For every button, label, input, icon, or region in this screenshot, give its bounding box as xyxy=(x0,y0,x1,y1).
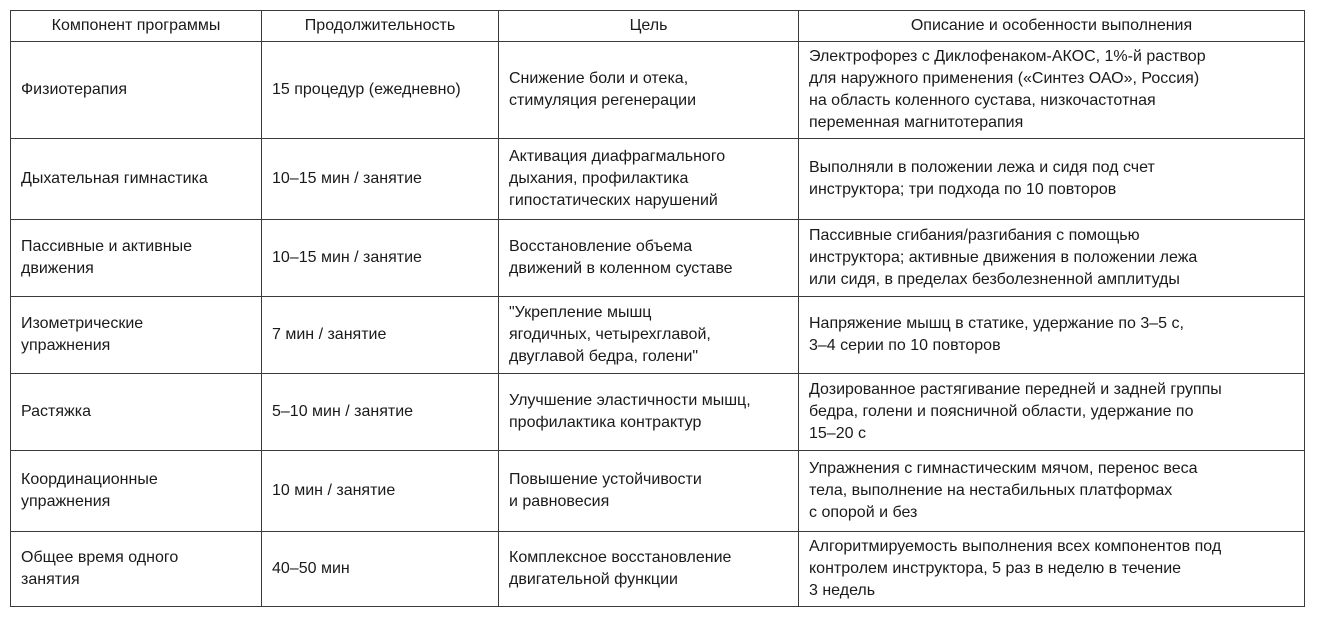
cell-description-text: Напряжение мышц в статике, удержание по 3–5 с, 3–4 серии по 10 повторов xyxy=(809,315,1184,354)
cell-description xyxy=(799,374,1305,451)
cell-goal xyxy=(499,451,799,532)
cell-component xyxy=(11,297,262,374)
cell-description-text: Упражнения с гимнастическим мячом, перенос веса тела, выполнение на нестабильных платформах с опорой и без xyxy=(809,460,1198,521)
cell-duration-text: 10 мин / занятие xyxy=(272,482,396,499)
cell-description-text: Выполняли в положении лежа и сидя под счет инструктора; три подхода по 10 повторов xyxy=(809,159,1155,198)
table-row xyxy=(11,374,1305,451)
cell-goal-text: Восстановление объема движений в коленном суставе xyxy=(509,238,733,277)
cell-description xyxy=(799,451,1305,532)
cell-description xyxy=(799,42,1305,139)
cell-component xyxy=(11,451,262,532)
cell-component-text: Общее время одного занятия xyxy=(21,549,179,588)
table-row xyxy=(11,532,1305,607)
cell-duration xyxy=(262,297,499,374)
cell-description-text: Пассивные сгибания/разгибания с помощью инструктора; активные движения в положении лежа или сидя, в пределах безболезненной амплитуды xyxy=(809,227,1198,288)
cell-goal xyxy=(499,374,799,451)
header-component: Компонент программы xyxy=(11,11,262,42)
cell-goal-text: Комплексное восстановление двигательной функции xyxy=(509,549,732,588)
header-goal: Цель xyxy=(499,11,799,42)
cell-goal-text: Активация диафрагмального дыхания, профилактика гипостатических нарушений xyxy=(509,148,726,209)
cell-component xyxy=(11,532,262,607)
cell-component xyxy=(11,374,262,451)
cell-component xyxy=(11,139,262,220)
header-duration: Продолжительность xyxy=(262,11,499,42)
cell-duration xyxy=(262,42,499,139)
cell-description-text: Электрофорез с Диклофенаком-АКОС, 1%-й раствор для наружного применения («Синтез ОАО», Россия) на область коленного сустава, низкочастотная переменная магнитотерапия xyxy=(809,48,1206,131)
cell-component-text: Пассивные и активные движения xyxy=(21,238,192,277)
cell-duration-text: 5–10 мин / занятие xyxy=(272,403,414,420)
table-row xyxy=(11,297,1305,374)
cell-component-text: Изометрические упражнения xyxy=(21,315,144,354)
cell-goal xyxy=(499,42,799,139)
cell-goal-text: Повышение устойчивости и равновесия xyxy=(509,471,702,510)
cell-component-text: Растяжка xyxy=(21,403,91,420)
cell-duration-text: 40–50 мин xyxy=(272,560,350,577)
cell-goal-text: "Укрепление мышц ягодичных, четырехглавой, двуглавой бедра, голени" xyxy=(509,304,711,365)
rehabilitation-program-table xyxy=(10,10,1305,607)
cell-goal xyxy=(499,532,799,607)
cell-description-text: Дозированное растягивание передней и задней группы бедра, голени и поясничной области, удержание по 15–20 с xyxy=(809,381,1222,442)
cell-description xyxy=(799,532,1305,607)
table-row xyxy=(11,220,1305,297)
table-row xyxy=(11,451,1305,532)
cell-component-text: Физиотерапия xyxy=(21,81,128,98)
cell-description xyxy=(799,297,1305,374)
cell-goal-text: Улучшение эластичности мышц, профилактика контрактур xyxy=(509,392,751,431)
cell-duration-text: 15 процедур (ежедневно) xyxy=(272,81,461,98)
table-header-row xyxy=(11,11,1305,42)
cell-duration-text: 10–15 мин / занятие xyxy=(272,170,422,187)
cell-description xyxy=(799,220,1305,297)
cell-goal xyxy=(499,297,799,374)
header-description: Описание и особенности выполнения xyxy=(799,11,1305,42)
cell-duration-text: 10–15 мин / занятие xyxy=(272,249,422,266)
table-row xyxy=(11,42,1305,139)
cell-duration xyxy=(262,451,499,532)
program-table-container xyxy=(10,10,1304,607)
cell-component-text: Дыхательная гимнастика xyxy=(21,170,208,187)
cell-description xyxy=(799,139,1305,220)
cell-goal-text: Снижение боли и отека, стимуляция регенерации xyxy=(509,70,697,109)
cell-description-text: Алгоритмируемость выполнения всех компонентов под контролем инструктора, 5 раз в неделю в течение 3 недель xyxy=(809,538,1222,599)
cell-duration-text: 7 мин / занятие xyxy=(272,326,387,343)
cell-component xyxy=(11,42,262,139)
cell-goal xyxy=(499,139,799,220)
cell-component-text: Координационные упражнения xyxy=(21,471,158,510)
cell-component xyxy=(11,220,262,297)
cell-duration xyxy=(262,220,499,297)
cell-duration xyxy=(262,532,499,607)
cell-duration xyxy=(262,139,499,220)
cell-duration xyxy=(262,374,499,451)
cell-goal xyxy=(499,220,799,297)
table-row xyxy=(11,139,1305,220)
